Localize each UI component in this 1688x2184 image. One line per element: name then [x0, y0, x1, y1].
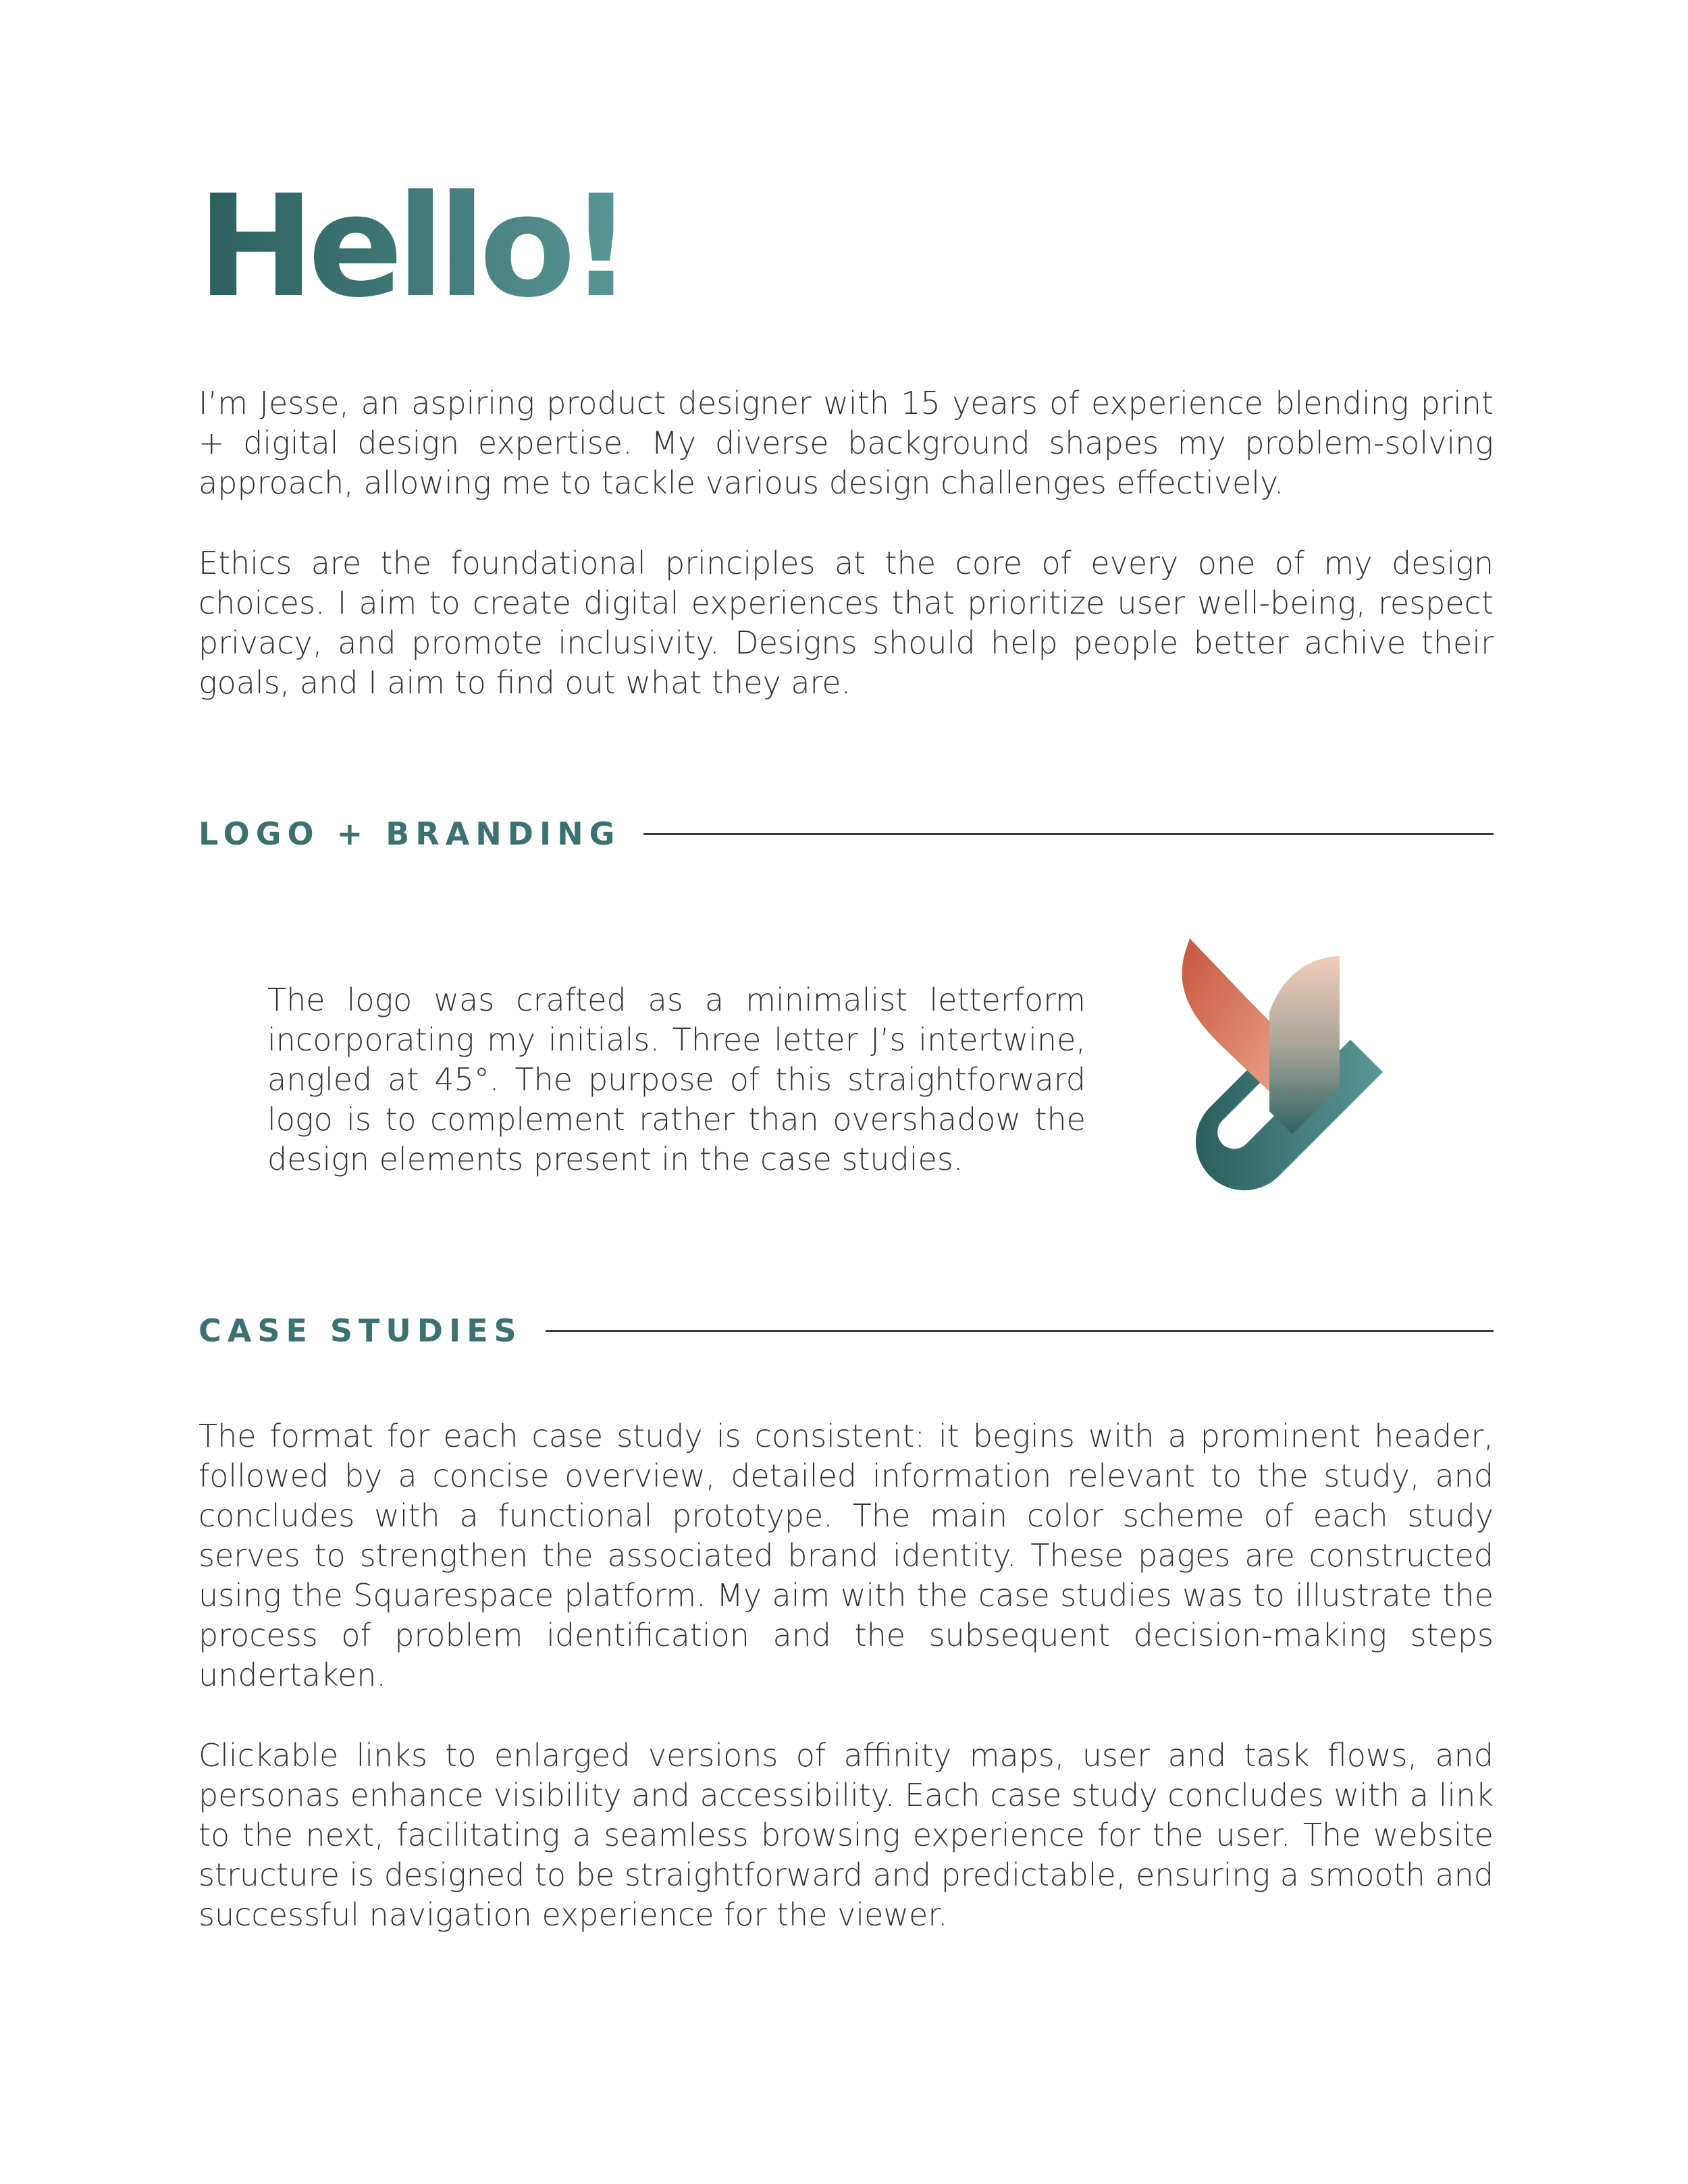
section-divider — [643, 833, 1494, 835]
page-title: Hello! — [197, 165, 627, 329]
case-studies-heading: CASE STUDIES — [199, 1312, 523, 1349]
case-studies-section-header — [199, 1312, 1494, 1349]
jjj-letterform-logo-icon — [1148, 938, 1431, 1208]
logo-branding-heading: LOGO + BRANDING — [199, 816, 621, 852]
case-studies-paragraph-1: The format for each case study is consistent: it begins with a prominent header, followed by a concise overview, detailed information relevant to the study, and concludes with a functional prototype. The main color scheme of each study serves to strengthen the associated brand identity. These pages are constructed using the Squarespace platform. My aim with the case studies was to illustrate the process of problem identification and the subsequent decision-making steps undertaken. — [199, 1418, 1494, 1693]
section-divider — [546, 1330, 1494, 1332]
logo-branding-section-header — [199, 816, 1494, 852]
intro-paragraph-1: I’m Jesse, an aspiring product designer with 15 years of experience blending print + digital design expertise. My diverse background shapes my problem-solving approach, allowing me to tackle various design challenges effectively. — [199, 385, 1494, 501]
case-studies-paragraph-2: Clickable links to enlarged versions of affinity maps, user and task flows, and personas enhance visibility and accessibility. Each case study concludes with a link to the next, facilitating a seamless browsing experience for the user. The website structure is designed to be straightforward and predictable, ensuring a smooth and successful navigation experience for the viewer. — [199, 1737, 1494, 1933]
intro-paragraph-2: Ethics are the foundational principles at the core of every one of my design choices. I aim to create digital experiences that prioritize user well-being, respect privacy, and promote inclusivity. Designs should help people better achive their goals, and I aim to find out what they are. — [199, 545, 1494, 701]
logo-description: The logo was crafted as a minimalist letterform incorporating my initials. Three letter J’s intertwine, angled at 45°. The purpose of this straightforward logo is to complement rather than overshadow the design elements present in the case studies. — [267, 982, 1086, 1177]
